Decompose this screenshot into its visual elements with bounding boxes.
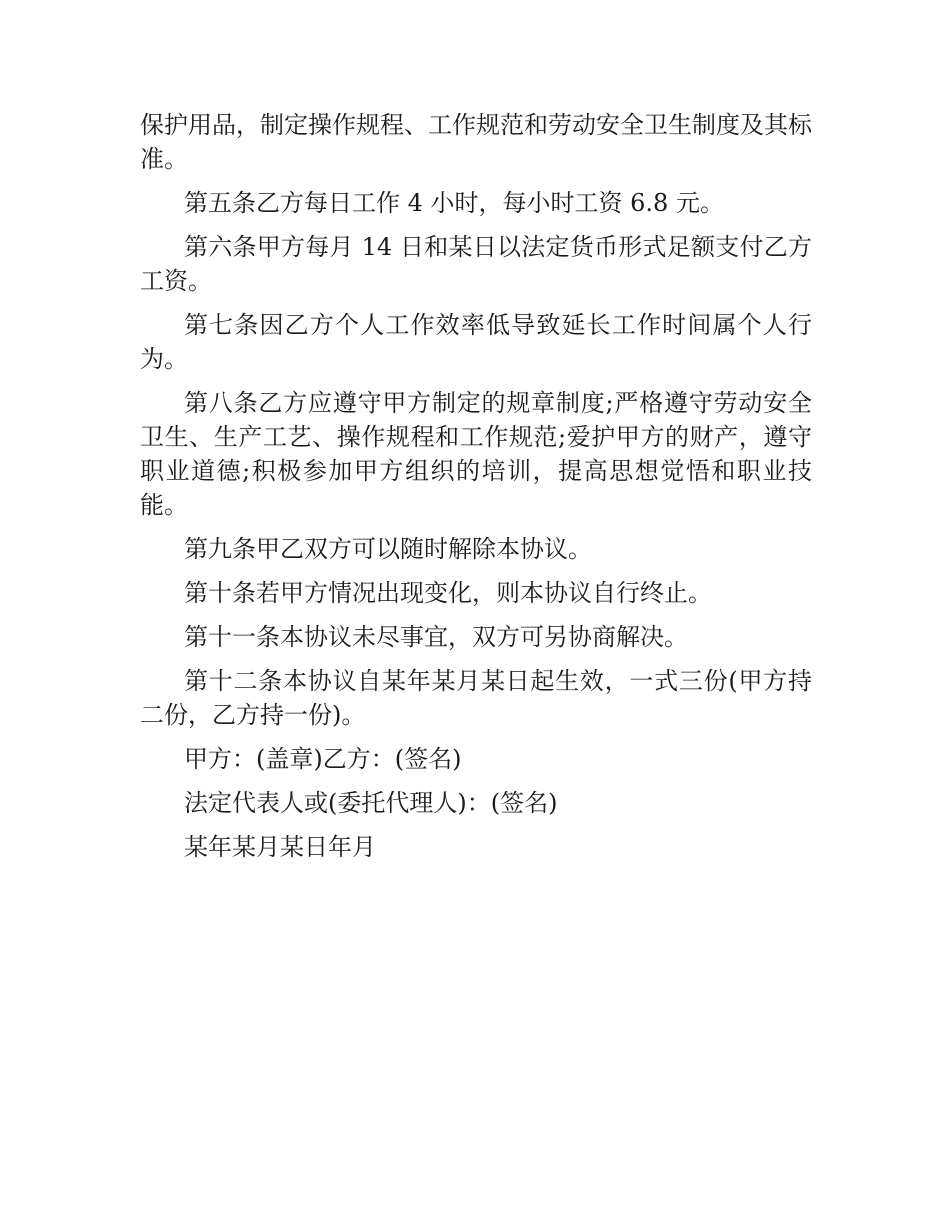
paragraph-article-7: 第七条因乙方个人工作效率低导致延长工作时间属个人行为。 [140, 311, 812, 373]
paragraph-protective-equipment: 保护用品，制定操作规程、工作规范和劳动安全卫生制度及其标准。 [140, 111, 812, 173]
paragraph-article-9: 第九条甲乙双方可以随时解除本协议。 [184, 535, 592, 563]
signature-line-representative: 法定代表人或(委托代理人)：(签名) [184, 789, 558, 817]
paragraph-article-6: 第六条甲方每月 14 日和某日以法定货币形式足额支付乙方工资。 [140, 233, 812, 295]
paragraph-article-12: 第十二条本协议自某年某月某日起生效，一式三份(甲方持二份，乙方持一份)。 [140, 667, 812, 729]
signature-line-parties: 甲方：(盖章)乙方：(签名) [184, 745, 462, 773]
paragraph-article-10: 第十条若甲方情况出现变化，则本协议自行终止。 [184, 579, 712, 607]
paragraph-article-5: 第五条乙方每日工作 4 小时，每小时工资 6.8 元。 [184, 189, 724, 217]
date-line: 某年某月某日年月 [184, 833, 376, 861]
document-body [140, 108, 812, 874]
paragraph-article-8: 第八条乙方应遵守甲方制定的规章制度;严格遵守劳动安全卫生、生产工艺、操作规程和工作规范;爱护甲方的财产，遵守职业道德;积极参加甲方组织的培训，提高思想觉悟和职业技能。 [140, 389, 812, 519]
paragraph-article-11: 第十一条本协议未尽事宜，双方可另协商解决。 [184, 623, 688, 651]
